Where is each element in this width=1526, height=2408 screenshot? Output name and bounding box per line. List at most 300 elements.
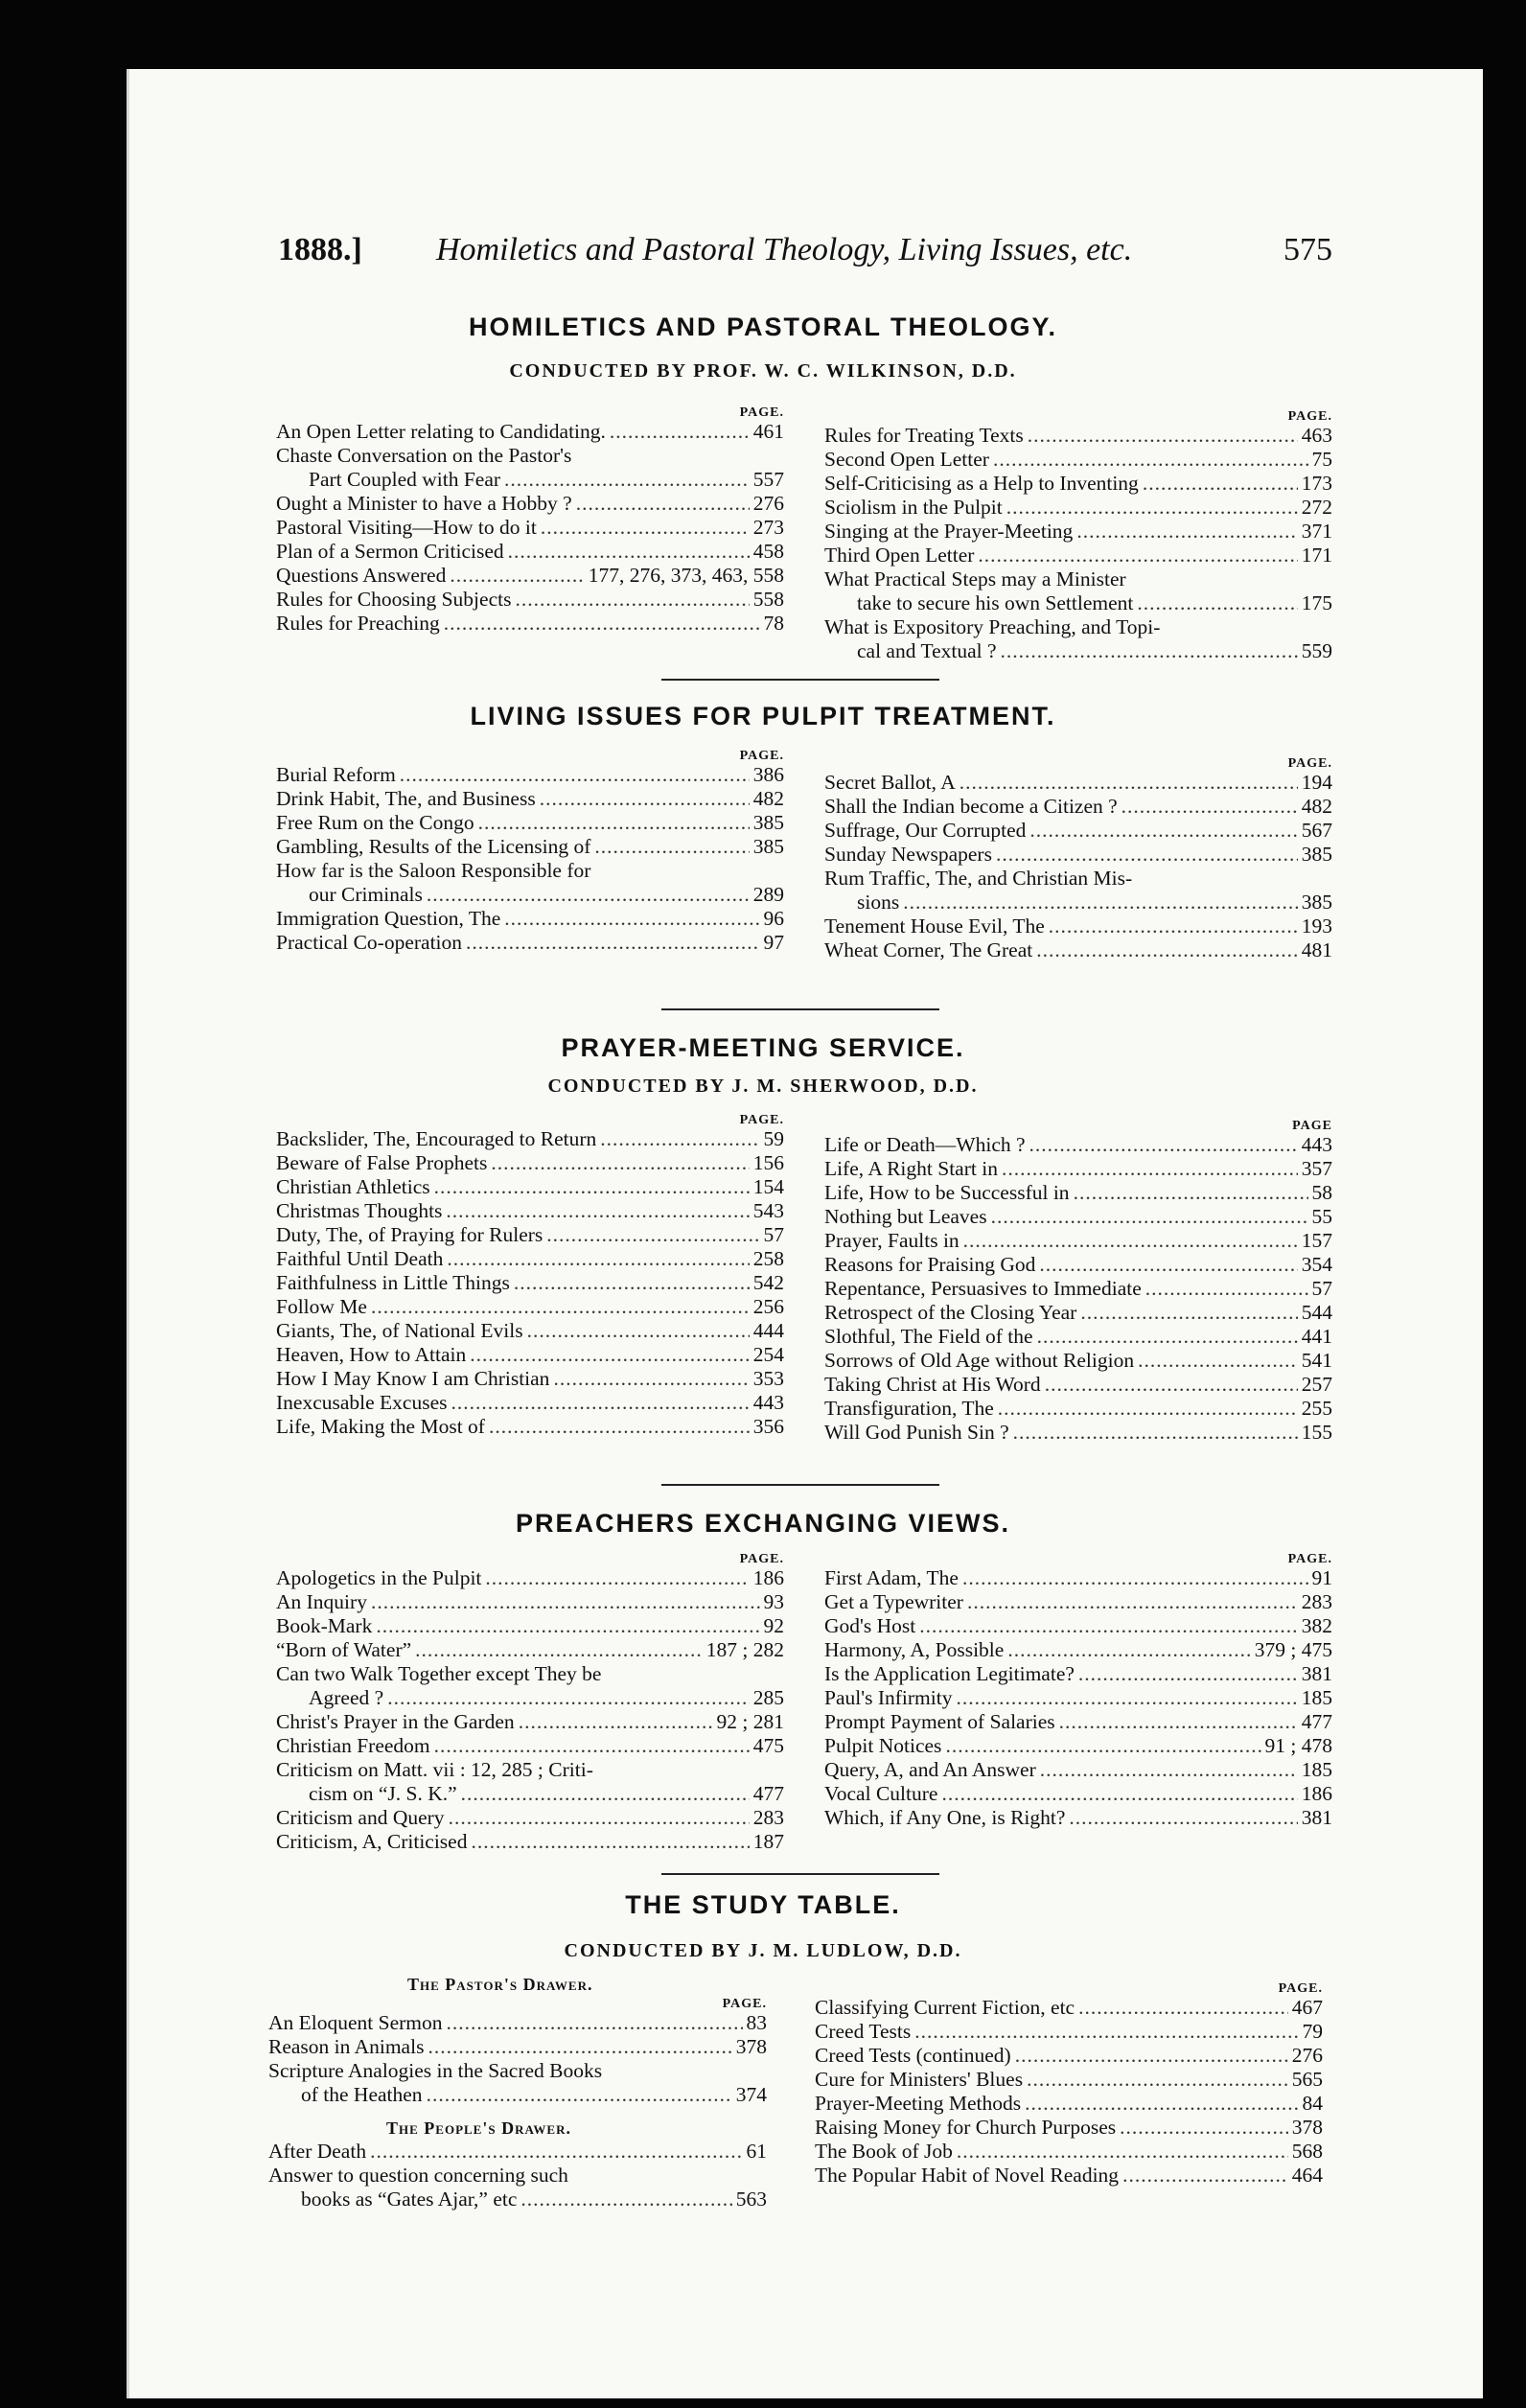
dot-leader <box>471 1830 749 1854</box>
entry-page-number: 156 <box>752 1151 784 1174</box>
dot-leader <box>376 1614 759 1638</box>
entry-title: Ought a Minister to have a Hobby ? <box>276 492 572 515</box>
entry-page-number: 57 <box>763 1223 784 1246</box>
index-entry-line <box>276 1734 784 1758</box>
index-entry <box>824 1133 1332 1157</box>
dot-leader <box>956 1686 1297 1710</box>
index-entry-line <box>815 2020 1323 2044</box>
index-entry <box>824 1806 1332 1830</box>
index-entry-line <box>276 1638 784 1662</box>
entry-page-number: 256 <box>752 1295 784 1318</box>
dot-leader <box>1025 2092 1298 2116</box>
section-title-homiletics: HOMILETICS AND PASTORAL THEOLOGY. <box>468 313 1058 341</box>
index-entry-line <box>276 811 784 835</box>
entry-title: “Born of Water” <box>276 1638 412 1661</box>
entry-title: Paul's Infirmity <box>824 1686 953 1709</box>
index-entry <box>276 835 784 859</box>
index-entry <box>824 615 1332 663</box>
entry-page-number: 543 <box>752 1199 784 1222</box>
entry-page-number: 78 <box>763 612 784 635</box>
entry-page-number: 75 <box>1311 448 1332 471</box>
index-entry-line <box>276 787 784 811</box>
dot-leader <box>945 1734 1260 1758</box>
index-entry-line <box>824 448 1332 472</box>
entry-title: What Practical Steps may a Minister <box>824 567 1126 590</box>
entry-page-number: 57 <box>1311 1277 1332 1300</box>
dot-leader <box>446 1199 749 1223</box>
index-entry <box>824 1253 1332 1277</box>
dot-leader <box>447 2011 743 2035</box>
entry-page-number: 273 <box>752 516 784 539</box>
index-entry-line <box>276 588 784 612</box>
entry-title-continued: cal and Textual ? <box>857 639 997 662</box>
index-entry-continuation <box>276 1686 784 1710</box>
dot-leader <box>428 2035 731 2059</box>
dot-leader <box>400 763 750 787</box>
entry-page-number: 92 <box>763 1614 784 1637</box>
index-entry <box>824 1566 1332 1590</box>
index-entry <box>824 1397 1332 1421</box>
index-entry-line <box>276 1590 784 1614</box>
index-entry-line <box>824 1181 1332 1205</box>
index-entry-line <box>824 1710 1332 1734</box>
index-entry <box>276 1343 784 1367</box>
index-entry-continuation <box>268 2083 767 2107</box>
entry-title: Tenement House Evil, The <box>824 915 1045 938</box>
entry-page-number: 357 <box>1301 1157 1332 1180</box>
dot-leader <box>967 1590 1298 1614</box>
index-entry-line <box>276 1319 784 1343</box>
index-entry <box>276 763 784 787</box>
entry-page-number: 385 <box>752 811 784 834</box>
pastors-drawer-heading: The Pastor's Drawer. <box>407 1975 593 1994</box>
index-entry <box>276 907 784 931</box>
homiletics-right-column <box>824 410 1332 663</box>
dot-leader <box>996 843 1298 867</box>
entry-page-number: 544 <box>1301 1301 1332 1324</box>
running-head <box>278 232 1332 280</box>
index-entry <box>824 1782 1332 1806</box>
index-entry-line <box>824 1157 1332 1181</box>
index-entry <box>824 1710 1332 1734</box>
index-entry-line <box>824 1662 1332 1686</box>
entry-title: Rules for Choosing Subjects <box>276 588 512 611</box>
dot-leader <box>914 2020 1298 2044</box>
index-entry-line <box>824 1349 1332 1373</box>
section-divider <box>661 1873 939 1875</box>
entry-title: Beware of False Prophets <box>276 1151 488 1174</box>
index-entry-line <box>276 763 784 787</box>
index-entry-line <box>815 2140 1323 2164</box>
entry-title: Heaven, How to Attain <box>276 1343 467 1366</box>
entry-title: Harmony, A, Possible <box>824 1638 1005 1661</box>
entry-title: Criticism on Matt. vii : 12, 285 ; Criti- <box>276 1758 593 1781</box>
entry-page-number: 385 <box>752 835 784 858</box>
entry-page-number: 542 <box>752 1271 784 1294</box>
entry-page-number: 385 <box>1301 891 1332 914</box>
entry-page-number: 463 <box>1301 424 1332 447</box>
dot-leader <box>466 931 759 955</box>
section-divider <box>661 1484 939 1486</box>
index-entry-line <box>824 1638 1332 1662</box>
entry-title: God's Host <box>824 1614 916 1637</box>
index-entry-line <box>276 1295 784 1319</box>
dot-leader <box>1080 1301 1297 1325</box>
page-column-label: PAGE. <box>1287 409 1332 424</box>
index-entry <box>824 424 1332 448</box>
living-issues-left-column <box>276 750 784 955</box>
entry-title: Faithful Until Death <box>276 1247 444 1270</box>
entry-page-number: 285 <box>752 1686 784 1709</box>
preachers-right-column <box>824 1553 1332 1830</box>
dot-leader <box>450 564 584 588</box>
index-entry-line <box>824 1734 1332 1758</box>
index-entry-line <box>824 1253 1332 1277</box>
index-entry <box>276 1199 784 1223</box>
entry-title: Apologetics in the Pulpit <box>276 1566 482 1589</box>
index-entry <box>276 1127 784 1151</box>
dot-leader <box>546 1223 759 1247</box>
entry-page-number: 567 <box>1301 819 1332 842</box>
dot-leader <box>998 1397 1298 1421</box>
entry-title: Slothful, The Field of the <box>824 1325 1033 1348</box>
dot-leader <box>434 1175 750 1199</box>
dot-leader <box>478 811 750 835</box>
index-entry-line <box>276 835 784 859</box>
entry-page-number: 381 <box>1301 1806 1332 1829</box>
entry-title-continued: Part Coupled with Fear <box>309 468 501 491</box>
index-entry <box>276 564 784 588</box>
entry-page-number: 185 <box>1301 1758 1332 1781</box>
index-entry-line <box>824 1301 1332 1325</box>
page-column-label: PAGE. <box>1287 756 1332 771</box>
index-entry-line <box>276 1758 784 1782</box>
index-entry <box>824 795 1332 819</box>
entry-page-number: 379 ; 475 <box>1254 1638 1332 1661</box>
index-entry <box>276 1391 784 1415</box>
entry-title: Suffrage, Our Corrupted <box>824 819 1027 842</box>
entry-page-number: 568 <box>1291 2140 1323 2163</box>
index-entry <box>815 2044 1323 2068</box>
entry-title: How far is the Saloon Responsible for <box>276 859 591 882</box>
dot-leader <box>519 1710 713 1734</box>
dot-leader <box>576 492 750 516</box>
entry-page-number: 477 <box>1301 1710 1332 1733</box>
entry-title: Transfiguration, The <box>824 1397 994 1420</box>
index-entry-line <box>276 1271 784 1295</box>
index-entry-continuation <box>268 2188 767 2211</box>
index-entry-line <box>276 1127 784 1151</box>
index-entry-continuation <box>824 591 1332 615</box>
dot-leader <box>491 1151 749 1175</box>
index-entry-continuation <box>276 883 784 907</box>
dot-leader <box>1059 1710 1298 1734</box>
entry-page-number: 475 <box>752 1734 784 1757</box>
index-entry <box>815 2140 1323 2164</box>
index-entry-line <box>815 2044 1323 2068</box>
prayer-meeting-left-column <box>276 1114 784 1439</box>
entry-title: The Book of Job <box>815 2140 953 2163</box>
index-entry <box>276 1223 784 1247</box>
entry-title: Rules for Treating Texts <box>824 424 1024 447</box>
entry-page-number: 59 <box>763 1127 784 1150</box>
index-entry-line <box>268 2164 767 2188</box>
page-column-label: PAGE. <box>739 1113 784 1127</box>
entry-title: Which, if Any One, is Right? <box>824 1806 1066 1829</box>
index-entry <box>824 1662 1332 1686</box>
index-entry-line <box>824 1277 1332 1301</box>
entry-page-number: 254 <box>752 1343 784 1366</box>
index-entry-line <box>824 615 1332 639</box>
index-entry <box>824 544 1332 567</box>
entry-page-number: 458 <box>752 540 784 563</box>
entry-page-number: 558 <box>752 588 784 611</box>
index-entry <box>276 588 784 612</box>
homiletics-left-column <box>276 406 784 636</box>
dot-leader <box>1076 520 1297 544</box>
entry-title: Singing at the Prayer-Meeting <box>824 520 1074 543</box>
dot-leader <box>1027 2068 1288 2092</box>
entry-title: Can two Walk Together except They be <box>276 1662 602 1685</box>
entry-title-continued: cism on “J. S. K.” <box>309 1782 457 1805</box>
dot-leader <box>1036 938 1298 962</box>
index-entry <box>276 931 784 955</box>
study-table-left-column-2 <box>268 2140 767 2211</box>
dot-leader <box>553 1367 749 1391</box>
entry-page-number: 58 <box>1311 1181 1332 1204</box>
index-entry <box>824 1686 1332 1710</box>
entry-page-number: 175 <box>1301 591 1332 614</box>
index-entry-line <box>824 1397 1332 1421</box>
dot-leader <box>1006 496 1298 520</box>
index-entry <box>824 867 1332 915</box>
dot-leader <box>1138 1349 1298 1373</box>
dot-leader <box>520 2188 731 2211</box>
index-entry <box>276 1806 784 1830</box>
entry-page-number: 79 <box>1302 2020 1323 2043</box>
entry-page-number: 154 <box>752 1175 784 1198</box>
index-entry <box>276 1710 784 1734</box>
dot-leader <box>993 448 1308 472</box>
index-entry <box>276 859 784 907</box>
entry-page-number: 272 <box>1301 496 1332 519</box>
index-entry-line <box>276 1710 784 1734</box>
index-entry-line <box>276 907 784 931</box>
page-column-label: PAGE. <box>739 1552 784 1566</box>
entry-title-continued: of the Heathen <box>301 2083 423 2106</box>
dot-leader <box>1078 1662 1298 1686</box>
index-entry <box>824 1614 1332 1638</box>
entry-page-number: 91 <box>1311 1566 1332 1589</box>
index-entry-line <box>276 1247 784 1271</box>
entry-page-number: 55 <box>1311 1205 1332 1228</box>
index-entry <box>815 2092 1323 2116</box>
entry-title: Third Open Letter <box>824 544 975 567</box>
entry-title: Second Open Letter <box>824 448 989 471</box>
dot-leader <box>1040 1758 1298 1782</box>
dot-leader <box>504 907 759 931</box>
entry-title: Burial Reform <box>276 763 396 786</box>
entry-page-number: 194 <box>1301 771 1332 794</box>
dot-leader <box>504 468 750 492</box>
entry-page-number: 443 <box>1301 1133 1332 1156</box>
entry-title: Secret Ballot, A <box>824 771 956 794</box>
entry-page-number: 381 <box>1301 1662 1332 1685</box>
index-entry-line <box>276 420 784 444</box>
index-entry <box>824 496 1332 520</box>
entry-title: Practical Co-operation <box>276 931 463 954</box>
entry-page-number: 276 <box>1291 2044 1323 2067</box>
dot-leader <box>941 1782 1297 1806</box>
entry-title: Life or Death—Which ? <box>824 1133 1026 1156</box>
entry-title: Nothing but Leaves <box>824 1205 987 1228</box>
entry-title: Retrospect of the Closing Year <box>824 1301 1077 1324</box>
entry-page-number: 84 <box>1302 2092 1323 2115</box>
dot-leader <box>600 1127 759 1151</box>
index-entry <box>276 612 784 636</box>
index-entry <box>824 520 1332 544</box>
entry-title: Repentance, Persuasives to Immediate <box>824 1277 1142 1300</box>
entry-page-number: 559 <box>1301 639 1332 662</box>
index-entry <box>815 2164 1323 2188</box>
index-entry-line <box>276 1367 784 1391</box>
dot-leader <box>508 540 750 564</box>
index-entry-line <box>824 1205 1332 1229</box>
index-entry <box>824 1301 1332 1325</box>
entry-page-number: 482 <box>752 787 784 810</box>
index-entry <box>815 1996 1323 2020</box>
entry-title: Life, How to be Successful in <box>824 1181 1070 1204</box>
index-entry <box>268 2164 767 2211</box>
peoples-drawer-heading: The People's Drawer. <box>386 2119 571 2138</box>
dot-leader <box>485 1566 749 1590</box>
index-entry <box>276 1295 784 1319</box>
entry-title: Cure for Ministers' Blues <box>815 2068 1024 2091</box>
dot-leader <box>960 771 1298 795</box>
index-entry <box>815 2020 1323 2044</box>
index-entry-line <box>276 1223 784 1247</box>
index-entry <box>276 1662 784 1710</box>
entry-page-number: 386 <box>752 763 784 786</box>
index-entry <box>824 915 1332 938</box>
entry-title: Wheat Corner, The Great <box>824 938 1033 961</box>
index-entry-continuation <box>276 468 784 492</box>
dot-leader <box>461 1782 750 1806</box>
index-entry-line <box>276 1566 784 1590</box>
section-divider <box>661 679 939 681</box>
index-entry-line <box>276 564 784 588</box>
index-entry-line <box>276 1151 784 1175</box>
dot-leader <box>427 883 750 907</box>
dot-leader <box>1074 1181 1308 1205</box>
page-column-label: PAGE <box>1292 1119 1332 1133</box>
dot-leader <box>434 1734 750 1758</box>
index-entry-line <box>824 424 1332 448</box>
index-entry <box>276 516 784 540</box>
index-entry <box>276 1614 784 1638</box>
entry-page-number: 96 <box>763 907 784 930</box>
index-entry-line <box>824 567 1332 591</box>
dot-leader <box>371 1295 750 1319</box>
entry-title: Christian Freedom <box>276 1734 430 1757</box>
page-number: 575 <box>1283 232 1332 267</box>
entry-title: Gambling, Results of the Licensing of <box>276 835 591 858</box>
dot-leader <box>610 420 750 444</box>
entry-title: Prayer, Faults in <box>824 1229 960 1252</box>
preachers-left-column <box>276 1553 784 1854</box>
dot-leader <box>1143 472 1298 496</box>
index-entry-line <box>824 1590 1332 1614</box>
entry-title: Is the Application Legitimate? <box>824 1662 1075 1685</box>
index-entry-continuation <box>824 639 1332 663</box>
entry-page-number: 374 <box>735 2083 767 2106</box>
entry-page-number: 443 <box>752 1391 784 1414</box>
entry-title: Get a Typewriter <box>824 1590 963 1613</box>
entry-title: Shall the Indian become a Citizen ? <box>824 795 1118 818</box>
dot-leader <box>1039 1253 1297 1277</box>
index-entry-line <box>268 2059 767 2083</box>
dot-leader <box>1001 639 1298 663</box>
index-entry <box>276 1758 784 1806</box>
index-entry <box>824 448 1332 472</box>
index-entry <box>276 1415 784 1439</box>
dot-leader <box>1045 1373 1298 1397</box>
dot-leader <box>978 544 1297 567</box>
index-entry-line <box>824 1758 1332 1782</box>
index-entry-line <box>824 1133 1332 1157</box>
entry-page-number: 173 <box>1301 472 1332 495</box>
index-entry-line <box>815 2068 1323 2092</box>
entry-title: Sunday Newspapers <box>824 843 992 866</box>
entry-page-number: 93 <box>763 1590 784 1613</box>
page-column-label: PAGE. <box>1287 1552 1332 1566</box>
entry-page-number: 91 ; 478 <box>1264 1734 1332 1757</box>
entry-page-number: 467 <box>1291 1996 1323 2019</box>
entry-title: Vocal Culture <box>824 1782 938 1805</box>
entry-page-number: 481 <box>1301 938 1332 961</box>
entry-page-number: 289 <box>752 883 784 906</box>
entry-page-number: 92 ; 281 <box>716 1710 784 1733</box>
index-entry <box>276 444 784 492</box>
entry-title: Query, A, and An Answer <box>824 1758 1036 1781</box>
index-entry-line <box>824 915 1332 938</box>
entry-title: Self-Criticising as a Help to Inventing <box>824 472 1139 495</box>
index-entry <box>824 938 1332 962</box>
section-title-living-issues: LIVING ISSUES FOR PULPIT TREATMENT. <box>470 702 1056 730</box>
dot-leader <box>489 1415 750 1439</box>
index-entry-line <box>824 843 1332 867</box>
entry-page-number: 378 <box>735 2035 767 2058</box>
dot-leader <box>1137 591 1297 615</box>
dot-leader <box>1002 1157 1298 1181</box>
dot-leader <box>1069 1806 1297 1830</box>
entry-page-number: 464 <box>1291 2164 1323 2187</box>
entry-page-number: 444 <box>752 1319 784 1342</box>
dot-leader <box>1029 819 1297 843</box>
entry-title: Reasons for Praising God <box>824 1253 1036 1276</box>
entry-page-number: 83 <box>746 2011 767 2034</box>
page-column-label: PAGE. <box>739 405 784 420</box>
dot-leader <box>447 1247 749 1271</box>
entry-title: Rum Traffic, The, and Christian Mis- <box>824 867 1133 890</box>
index-entry <box>276 1247 784 1271</box>
entry-page-number: 257 <box>1301 1373 1332 1396</box>
entry-title-continued: Agreed ? <box>309 1686 384 1709</box>
index-entry-line <box>276 492 784 516</box>
index-entry <box>268 2011 767 2035</box>
index-entry-line <box>824 795 1332 819</box>
page-column-label: PAGE. <box>722 1997 767 2011</box>
